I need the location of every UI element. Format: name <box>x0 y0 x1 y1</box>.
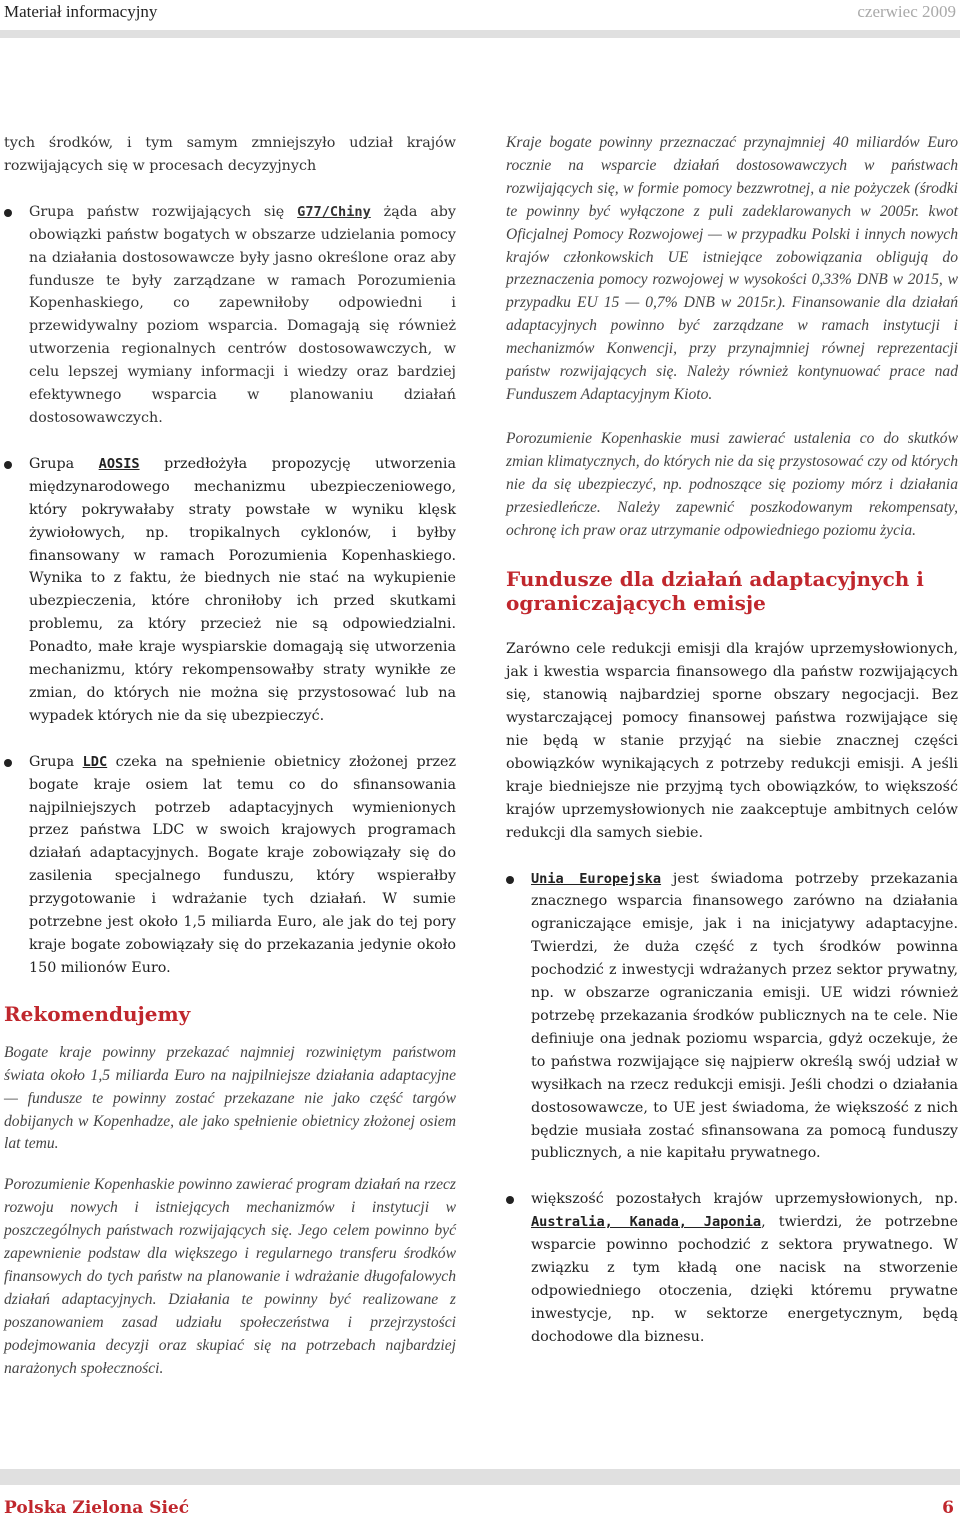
bullet-icon <box>4 461 12 469</box>
section-heading: Fundusze dla działań adaptacyjnych i ograniczających emisje <box>506 567 924 616</box>
bullet-icon <box>506 876 514 884</box>
document-type: Materiał informacyjny <box>4 2 158 21</box>
intro-paragraph: tych środków, i tym samym zmniejszyło udział krajów rozwijających się w procesach decyzyjnych <box>4 135 456 174</box>
bullet-icon <box>4 209 12 217</box>
g77-keyword: G77/Chiny <box>297 203 371 220</box>
ldc-keyword: LDC <box>82 753 108 770</box>
header-divider <box>0 30 960 38</box>
list-item-text: Grupa LDC czeka na spełnienie obietnicy złożonej przez bogate kraje osiem lat temu co do sfinansowania najpilniejszych potrzeb adaptacyjnych wymienionych przez państwa LDC w swoich krajowych programach działań adaptacyjnych. Bogate kraje zobowiązały się do zasilenia specjalnego funduszu, który wspierałby przygotowanie i wdrażanie tych działań. W sumie potrzebne jest około 1,5 miliarda Euro, ale jak do tej pory kraje bogate zobowiązały się do przekazania jedynie około 150 milionów Euro. <box>29 753 456 976</box>
page-number: 6 <box>942 1498 954 1518</box>
bullet-icon <box>4 759 12 767</box>
recommendation-paragraph: Bogate kraje powinny przekazać najmniej rozwiniętym państwom świata około 1,5 miliarda Euro na najpilniejsze działania adaptacyjne — fundusze te powinny zostać przekazane nie jako część targów dobijanych w Kopenhadze, ale jako spełnienie obietnicy złożonej osiem lat temu. <box>4 1043 456 1153</box>
recommendation-paragraph: Porozumienie Kopenhaskie powinno zawierać program działań na rzecz rozwoju nowych i istniejących mechanizmów i instytucji w poszczególnych państwach rozwijających się. Jego celem powinno być zapewnienie podstaw dla większego i regularnego transferu środków finansowych do tych państw na planowanie i wdrażanie długofalowych działań adaptacyjnych. Działania te powinny być realizowane z poszanowaniem zasad udziału społeczeństwa i przejrzystości podejmowania decyzji oraz skupiać się na potrzebach najbardziej narażonych społeczności. <box>4 1176 456 1377</box>
list-item <box>4 751 456 980</box>
left-column <box>4 132 456 1381</box>
bullet-icon <box>506 1196 514 1204</box>
organization-name: Polska Zielona Sieć <box>4 1498 190 1518</box>
list-item-text: większość pozostałych krajów uprzemysłowionych, np. Australia, Kanada, Japonia, twierdzi, że potrzebne wsparcie powinno pochodzić z sektora prywatnego. W związku z tym kładą one nacisk na stworzenie odpowiedniego otoczenia, dzięki któremu prywatne inwestycje, np. w sektorze energetycznym, będą dochodowe dla biznesu. <box>531 1191 958 1345</box>
document-date: czerwiec 2009 <box>857 2 956 21</box>
countries-keyword: Australia, Kanada, Japonia <box>531 1214 762 1231</box>
list-item-text: Unia Europejska jest świadoma potrzeby przekazania znacznego wsparcia finansowego zarówno na działania ograniczające emisje, jak i na inicjatywy adaptacyjne. Twierdzi, że duża część z tych środków powinna pochodzić z inwestycji wdrażanych przez sektor prywatny, np. w obszarze ograniczania emisji. UE widzi również potrzebę przekazania środków publicznych na te cele. Nie definiuje ona jednak poziomu wsparcia, gdyż oczekuje, że to państwa rozwijające się najpierw określą swój udział w wysiłkach na rzecz redukcji emisji. Jeśli chodzi o działania dostosowawcze, to UE jest świadoma, że większość z nich będzie musiała zostać sfinansowana za pomocą funduszy publicznych, a nie kapitału prywatnego. <box>531 870 958 1162</box>
recommendations-heading: Rekomendujemy <box>4 1001 191 1026</box>
list-item <box>506 868 958 1166</box>
recommendation-paragraph: Porozumienie Kopenhaskie musi zawierać ustalenia co do skutków zmian klimatycznych, do których nie da się przystosować czy od których nie da się ubezpieczyć, np. podnoszące się poziomy mórz i działania przesiedleńcze. Należy zapewnić poszkodowanym rekompensaty, ochronę ich praw oraz utrzymanie odpowiedniego poziomu życia. <box>506 429 958 539</box>
list-item-text: Grupa AOSIS przedłożyła propozycję utworzenia międzynarodowego mechanizmu ubezpieczeniowego, który pokrywałaby straty powstałe w wyniku klęsk żywiołowych, np. tropikalnych cyklonów, i byłby finansowany w ramach Porozumienia Kopenhaskiego. Wynika to z faktu, że biednych nie stać na wykupienie ubezpieczenia, które chroniłoby ich przed skutkami problemu, za który przecież nie są odpowiedzialni. Ponadto, małe kraje wyspiarskie domagają się utworzenia mechanizmu, który rekompensowałby straty wynikłe ze zmian, do których nie można się przystosować lub na wypadek których nie da się ubezpieczyć. <box>29 455 456 724</box>
recommendation-paragraph: Kraje bogate powinny przeznaczać przynajmniej 40 miliardów Euro rocznie na wsparcie działań dostosowawczych w państwach rozwijających się, w formie pomocy bezzwrotnej, a nie pożyczek (środki te powinny być wyłączone z puli zadeklarowanych w 2005r. kwot Oficjalnej Pomocy Rozwojowej — w przypadku Polski i innych nowych krajów członkowskich UE istniejące zobowiązania obligują do przeznaczenia pomocy rozwojowej w wysokości 0,33% DNB w 2015, w przypadku EU 15 — 0,7% DNB w 2015r.). Finansowanie dla działań adaptacyjnych powinno być zarządzane w ramach instytucji i mechanizmów Konwencji, przy przynajmniej równej reprezentacji państw rozwijających się. Należy również kontynuować prace nad Funduszem Adaptacyjnym Kioto. <box>506 134 958 403</box>
page-header <box>0 0 960 32</box>
list-item-text: Grupa państw rozwijających się G77/Chiny żąda aby obowiązki państw bogatych w obszarze udzielania pomocy na działania dostosowawcze były jasno określone oraz aby fundusze te były zarządzane w ramach Porozumienia Kopenhaskiego, co zapewniłoby odpowiedni i przewidywalny poziom wsparcia. Domagają się również utworzenia regionalnych centrów dostosowawczych, w celu lepszej wymiany informacji i wiedzy oraz bardziej efektywnego wsparcia w planowaniu działań dostosowawczych. <box>29 203 457 426</box>
right-column <box>506 132 958 1349</box>
list-item <box>4 201 456 430</box>
footer-divider <box>0 1469 960 1485</box>
section-paragraph: Zarówno cele redukcji emisji dla krajów uprzemysłowionych, jak i kwestia wsparcia finansowego dla państw rozwijających się, stanowią najbardziej sporne obszary negocjacji. Bez wystarczającej pomocy finansowej państwa rozwijające się nie będą w stanie przyjąć na siebie znacznej części obowiązków wynikających z potrzeby redukcji emisji. A jeśli kraje biedniejsze nie przyjmą tych obowiązków, to większość krajów uprzemysłowionych nie zaakceptuje ambitnych celów redukcji dla samych siebie. <box>506 641 958 841</box>
list-item <box>4 453 456 728</box>
aosis-keyword: AOSIS <box>98 455 140 472</box>
eu-keyword: Unia Europejska <box>531 870 662 887</box>
list-item <box>506 1188 958 1348</box>
